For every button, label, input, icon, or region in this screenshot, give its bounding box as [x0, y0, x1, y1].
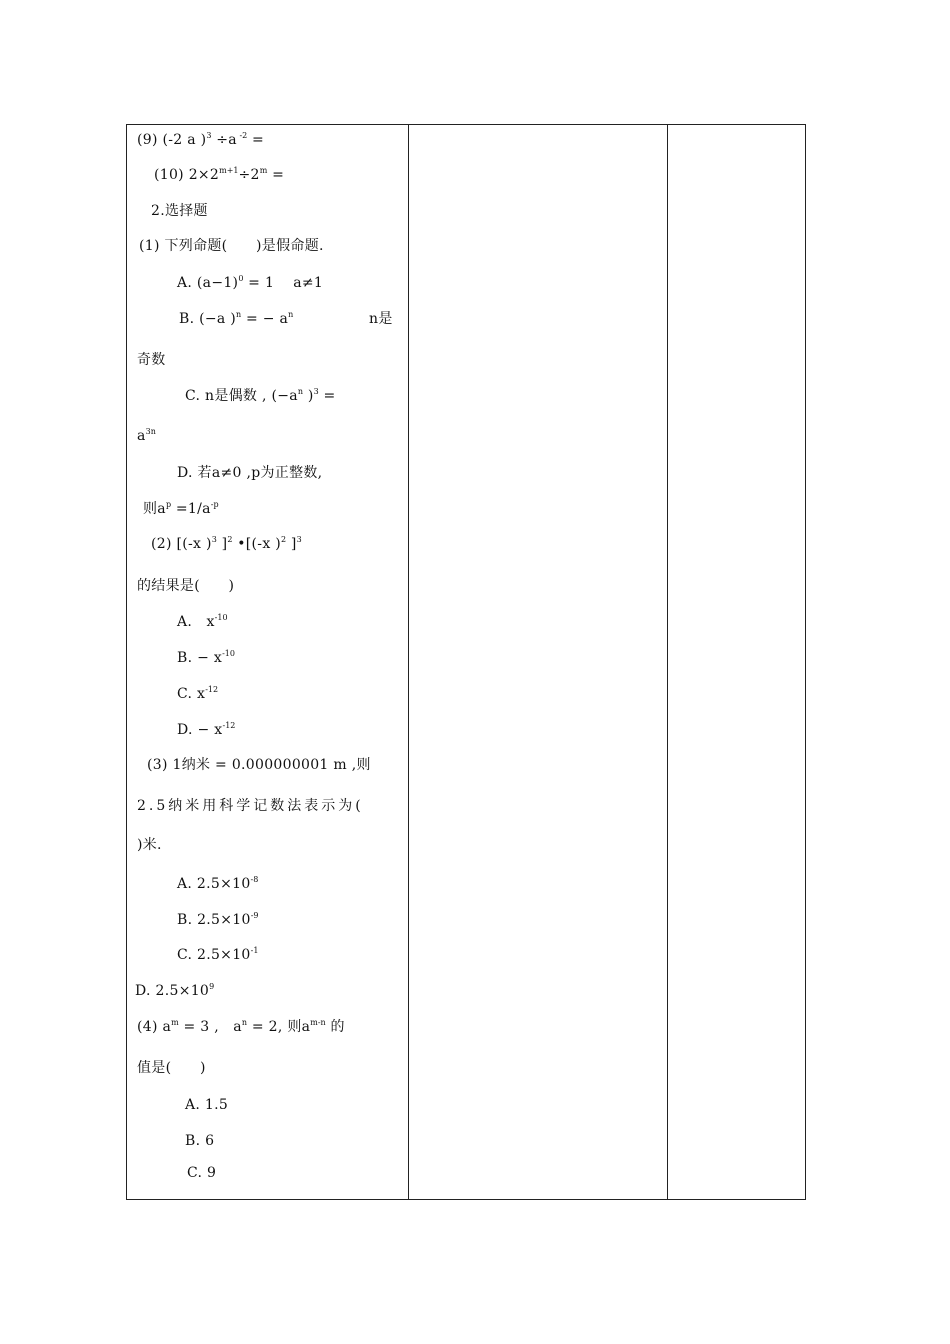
q2-option-d: D. − $x^{-12}$ [177, 721, 236, 738]
q3-option-a: A. $2.5\times 10^{-8}$ [177, 875, 259, 892]
q3-option-d: D. $2.5\times 10^9$ [135, 982, 215, 999]
question-4: (4) $a^m = 3$ , $a^n = 2$, 则$a^{m-n}$ 的 [137, 1018, 345, 1035]
exercise-column [127, 125, 409, 1200]
q2-option-b: B. − $x^{-10}$ [177, 649, 235, 666]
q1-option-b: B. (−a )$^n$ = − $a^n$ [179, 310, 294, 327]
q1-option-a: A. $(a-1)^0 = 1$ a≠1 [177, 274, 324, 291]
q4-option-b: B. 6 [185, 1133, 215, 1149]
q3-option-c: C. $2.5\times 10^{-1}$ [177, 946, 259, 963]
q1-option-b-tail: n是 [369, 311, 393, 327]
q2-option-c: C. $x^{-12}$ [177, 685, 219, 702]
q4-option-a: A. 1.5 [185, 1097, 229, 1113]
question-2: (2) [(-x )$^3$ ]$^2$ •[(-x )$^2$ ]$^3$ [151, 535, 302, 552]
q1-option-c: C. n是偶数 , ($-a^n$ )$^3$ = [185, 387, 336, 404]
question-2-cont: 的结果是( ) [137, 578, 235, 594]
remarks-column [668, 125, 806, 1200]
q1-option-c-cont: $a^{3n}$ [137, 427, 156, 444]
q4-option-c: C. 9 [187, 1165, 217, 1181]
q1-option-d: D. 若a≠0 ,p为正整数, [177, 465, 323, 481]
worksheet-table [126, 124, 806, 1200]
section-heading: 2.选择题 [151, 203, 208, 219]
question-1: (1) 下列命题( )是假命题. [139, 238, 324, 254]
problem-9: (9) (-2 a )$^3$ ÷a $^{-2}$ = [137, 131, 265, 148]
question-3-end: )米. [137, 837, 162, 853]
question-3-cont: 2.5纳米用科学记数法表示为( [137, 798, 364, 814]
notes-column [409, 125, 668, 1200]
q3-option-b: B. $2.5\times 10^{-9}$ [177, 911, 259, 928]
q2-option-a: A. $x^{-10}$ [177, 613, 228, 630]
q1-option-d-cont: 则$a^p =1/a^{-p}$ [143, 500, 219, 517]
q1-option-b-cont: 奇数 [137, 352, 166, 368]
question-4-cont: 值是( ) [137, 1060, 206, 1076]
question-3: (3) 1纳米 = 0.000000001 m ,则 [147, 757, 371, 773]
problem-10: (10) $2\times 2^{m+1}\div 2^m$ = [154, 166, 285, 183]
